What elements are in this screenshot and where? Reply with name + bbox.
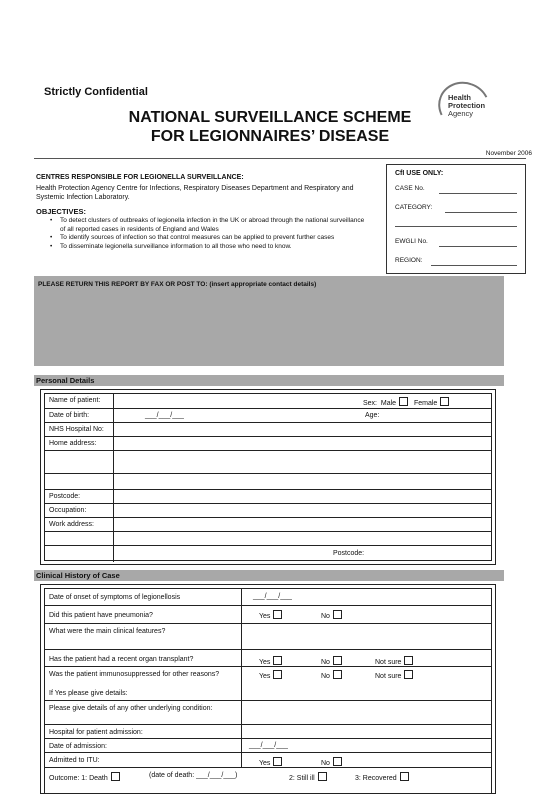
dob-row[interactable] [45,408,491,423]
admission-label: Date of admission: [49,743,107,750]
cell-divider [241,650,242,667]
header-divider [34,158,526,159]
case-no-label: CASE No. [395,185,425,192]
nhs-label: NHS Hospital No: [49,426,104,433]
immuno-yes-checkbox[interactable] [273,670,282,679]
itu-row[interactable] [45,752,491,768]
male-checkbox[interactable] [399,397,408,406]
admission-row[interactable] [45,738,491,753]
immuno-details-label: If Yes please give details: [49,690,128,697]
work-address-label: Work address: [49,521,94,528]
nhs-row[interactable] [45,422,491,437]
pneumonia-no-checkbox[interactable] [333,610,342,619]
transplant-not-sure: Not sure [375,656,413,666]
pneumonia-label: Did this patient have pneumonia? [49,612,153,619]
home-address-row-3[interactable] [45,473,491,490]
name-row[interactable] [45,394,491,408]
cell-divider [113,504,114,518]
transplant-no-checkbox[interactable] [333,656,342,665]
itu-no-checkbox[interactable] [333,757,342,766]
features-row[interactable] [45,623,491,650]
region-label: REGION: [395,257,423,264]
immuno-no: No [321,670,342,680]
still-ill-checkbox[interactable] [318,772,327,781]
transplant-not-sure-checkbox[interactable] [404,656,413,665]
itu-yes: Yes [259,757,282,767]
immuno-not-sure: Not sure [375,670,413,680]
occupation-label: Occupation: [49,507,87,514]
outcome-death: Outcome: 1: Death [49,772,120,782]
hospital-label: Hospital for patient admission: [49,729,143,736]
features-label: What were the main clinical features? [49,628,166,635]
category-field-2[interactable] [395,226,517,227]
objective-item: • To detect clusters of outbreaks of legionella infection in the UK or abroad through the national surveillance of all reported cases in residents of England and Wales [48,217,368,234]
work-postcode-label: Postcode: [333,550,365,557]
cell-divider [241,739,242,753]
objective-item: • To identify sources of infection so that control measures can be applied to prevent further cases [48,234,368,243]
itu-label: Admitted to ITU: [49,757,100,764]
cell-divider [241,667,242,701]
dob-label: Date of birth: [49,412,90,419]
age-label: Age: [365,412,380,419]
immuno-yes: Yes [259,670,282,680]
personal-details-heading: Personal Details [34,375,504,386]
death-checkbox[interactable] [111,772,120,781]
underlying-row[interactable] [45,700,491,725]
home-address-label: Home address: [49,440,97,447]
cell-divider [241,753,242,768]
centres-text: Health Protection Agency Centre for Infections, Respiratory Diseases Department and Respiratory and Systemic Infection Laboratory. [36,185,354,201]
cfi-heading: CfI USE ONLY: [395,170,444,177]
onset-row[interactable] [45,589,491,605]
cell-divider [241,701,242,725]
cell-divider [113,490,114,504]
return-instruction: PLEASE RETURN THIS REPORT BY FAX OR POST TO: (insert appropriate contact details) [38,281,317,288]
immuno-no-checkbox[interactable] [333,670,342,679]
onset-label: Date of onset of symptoms of legionellosis [49,594,181,601]
case-no-field[interactable] [439,193,517,194]
pneumonia-yes-checkbox[interactable] [273,610,282,619]
cell-divider [241,606,242,624]
cell-divider [113,437,114,451]
recovered-checkbox[interactable] [400,772,409,781]
itu-no: No [321,757,342,767]
work-address-row-2[interactable] [45,531,491,546]
form-date: November 2006 [485,150,532,157]
female-checkbox[interactable] [440,397,449,406]
pneumonia-yes: Yes [259,610,282,620]
itu-yes-checkbox[interactable] [273,757,282,766]
cell-divider [113,546,114,562]
onset-blank: ___/___/___ [253,593,292,600]
cell-divider [241,624,242,650]
postcode-label: Postcode: [49,493,81,500]
immuno-row[interactable] [45,666,491,701]
cell-divider [113,423,114,437]
home-address-row[interactable] [45,436,491,451]
sex-field: Sex: Male Female [363,397,449,407]
cfi-use-box [386,164,526,274]
objectives-list [48,217,368,251]
transplant-no: No [321,656,342,666]
form-title-line2: FOR LEGIONNAIRES’ DISEASE [150,128,390,145]
objective-item: • To disseminate legionella surveillance information to all those who need to know. [48,243,368,252]
home-address-row-2[interactable] [45,450,491,474]
outcome-still-ill: 2: Still ill [289,772,327,782]
outcome-row[interactable] [45,767,491,785]
immuno-not-sure-checkbox[interactable] [404,670,413,679]
category-field[interactable] [445,212,517,213]
work-address-row[interactable] [45,517,491,532]
immuno-label: Was the patient immunosuppressed for other reasons? [49,671,220,678]
transplant-row[interactable] [45,649,491,667]
category-label: CATEGORY: [395,204,433,211]
pneumonia-no: No [321,610,342,620]
cell-divider [113,532,114,546]
confidential-label: Strictly Confidential [44,86,148,98]
cell-divider [113,518,114,532]
hospital-row[interactable] [45,724,491,739]
logo-line3: Agency [448,109,474,118]
postcode-row[interactable] [45,489,491,504]
logo-line2: Protection [448,101,486,110]
admission-blank: ___/___/___ [249,742,288,749]
cell-divider [113,451,114,474]
dob-blank: ___/___/___ [145,412,184,419]
region-field[interactable] [431,265,517,266]
transplant-label: Has the patient had a recent organ transplant? [49,656,194,663]
personal-details-table [40,389,496,565]
return-address-box[interactable] [34,276,504,366]
clinical-history-heading: Clinical History of Case [34,570,504,581]
ewgli-label: EWGLI No. [395,238,428,245]
pneumonia-row[interactable] [45,605,491,624]
cell-divider [113,394,114,408]
underlying-label: Please give details of any other underlying condition: [49,705,213,712]
centres-heading: CENTRES RESPONSIBLE FOR LEGIONELLA SURVEILLANCE: [36,174,244,181]
ewgli-field[interactable] [439,246,517,247]
outcome-date: (date of death: ___/___/___) [149,772,238,779]
clinical-history-table [40,584,496,794]
outcome-recovered: 3: Recovered [355,772,409,782]
cell-divider [241,725,242,739]
objectives-heading: OBJECTIVES: [36,207,87,216]
cell-divider [113,409,114,423]
transplant-yes: Yes [259,656,282,666]
logo-line1: Health [448,93,471,102]
occupation-row[interactable] [45,503,491,518]
cell-divider [241,589,242,605]
work-postcode-row[interactable] [45,545,491,562]
hpa-logo [432,82,492,128]
transplant-yes-checkbox[interactable] [273,656,282,665]
name-label: Name of patient: [49,397,101,404]
cell-divider [113,474,114,490]
form-title-line1: NATIONAL SURVEILLANCE SCHEME [128,109,412,126]
